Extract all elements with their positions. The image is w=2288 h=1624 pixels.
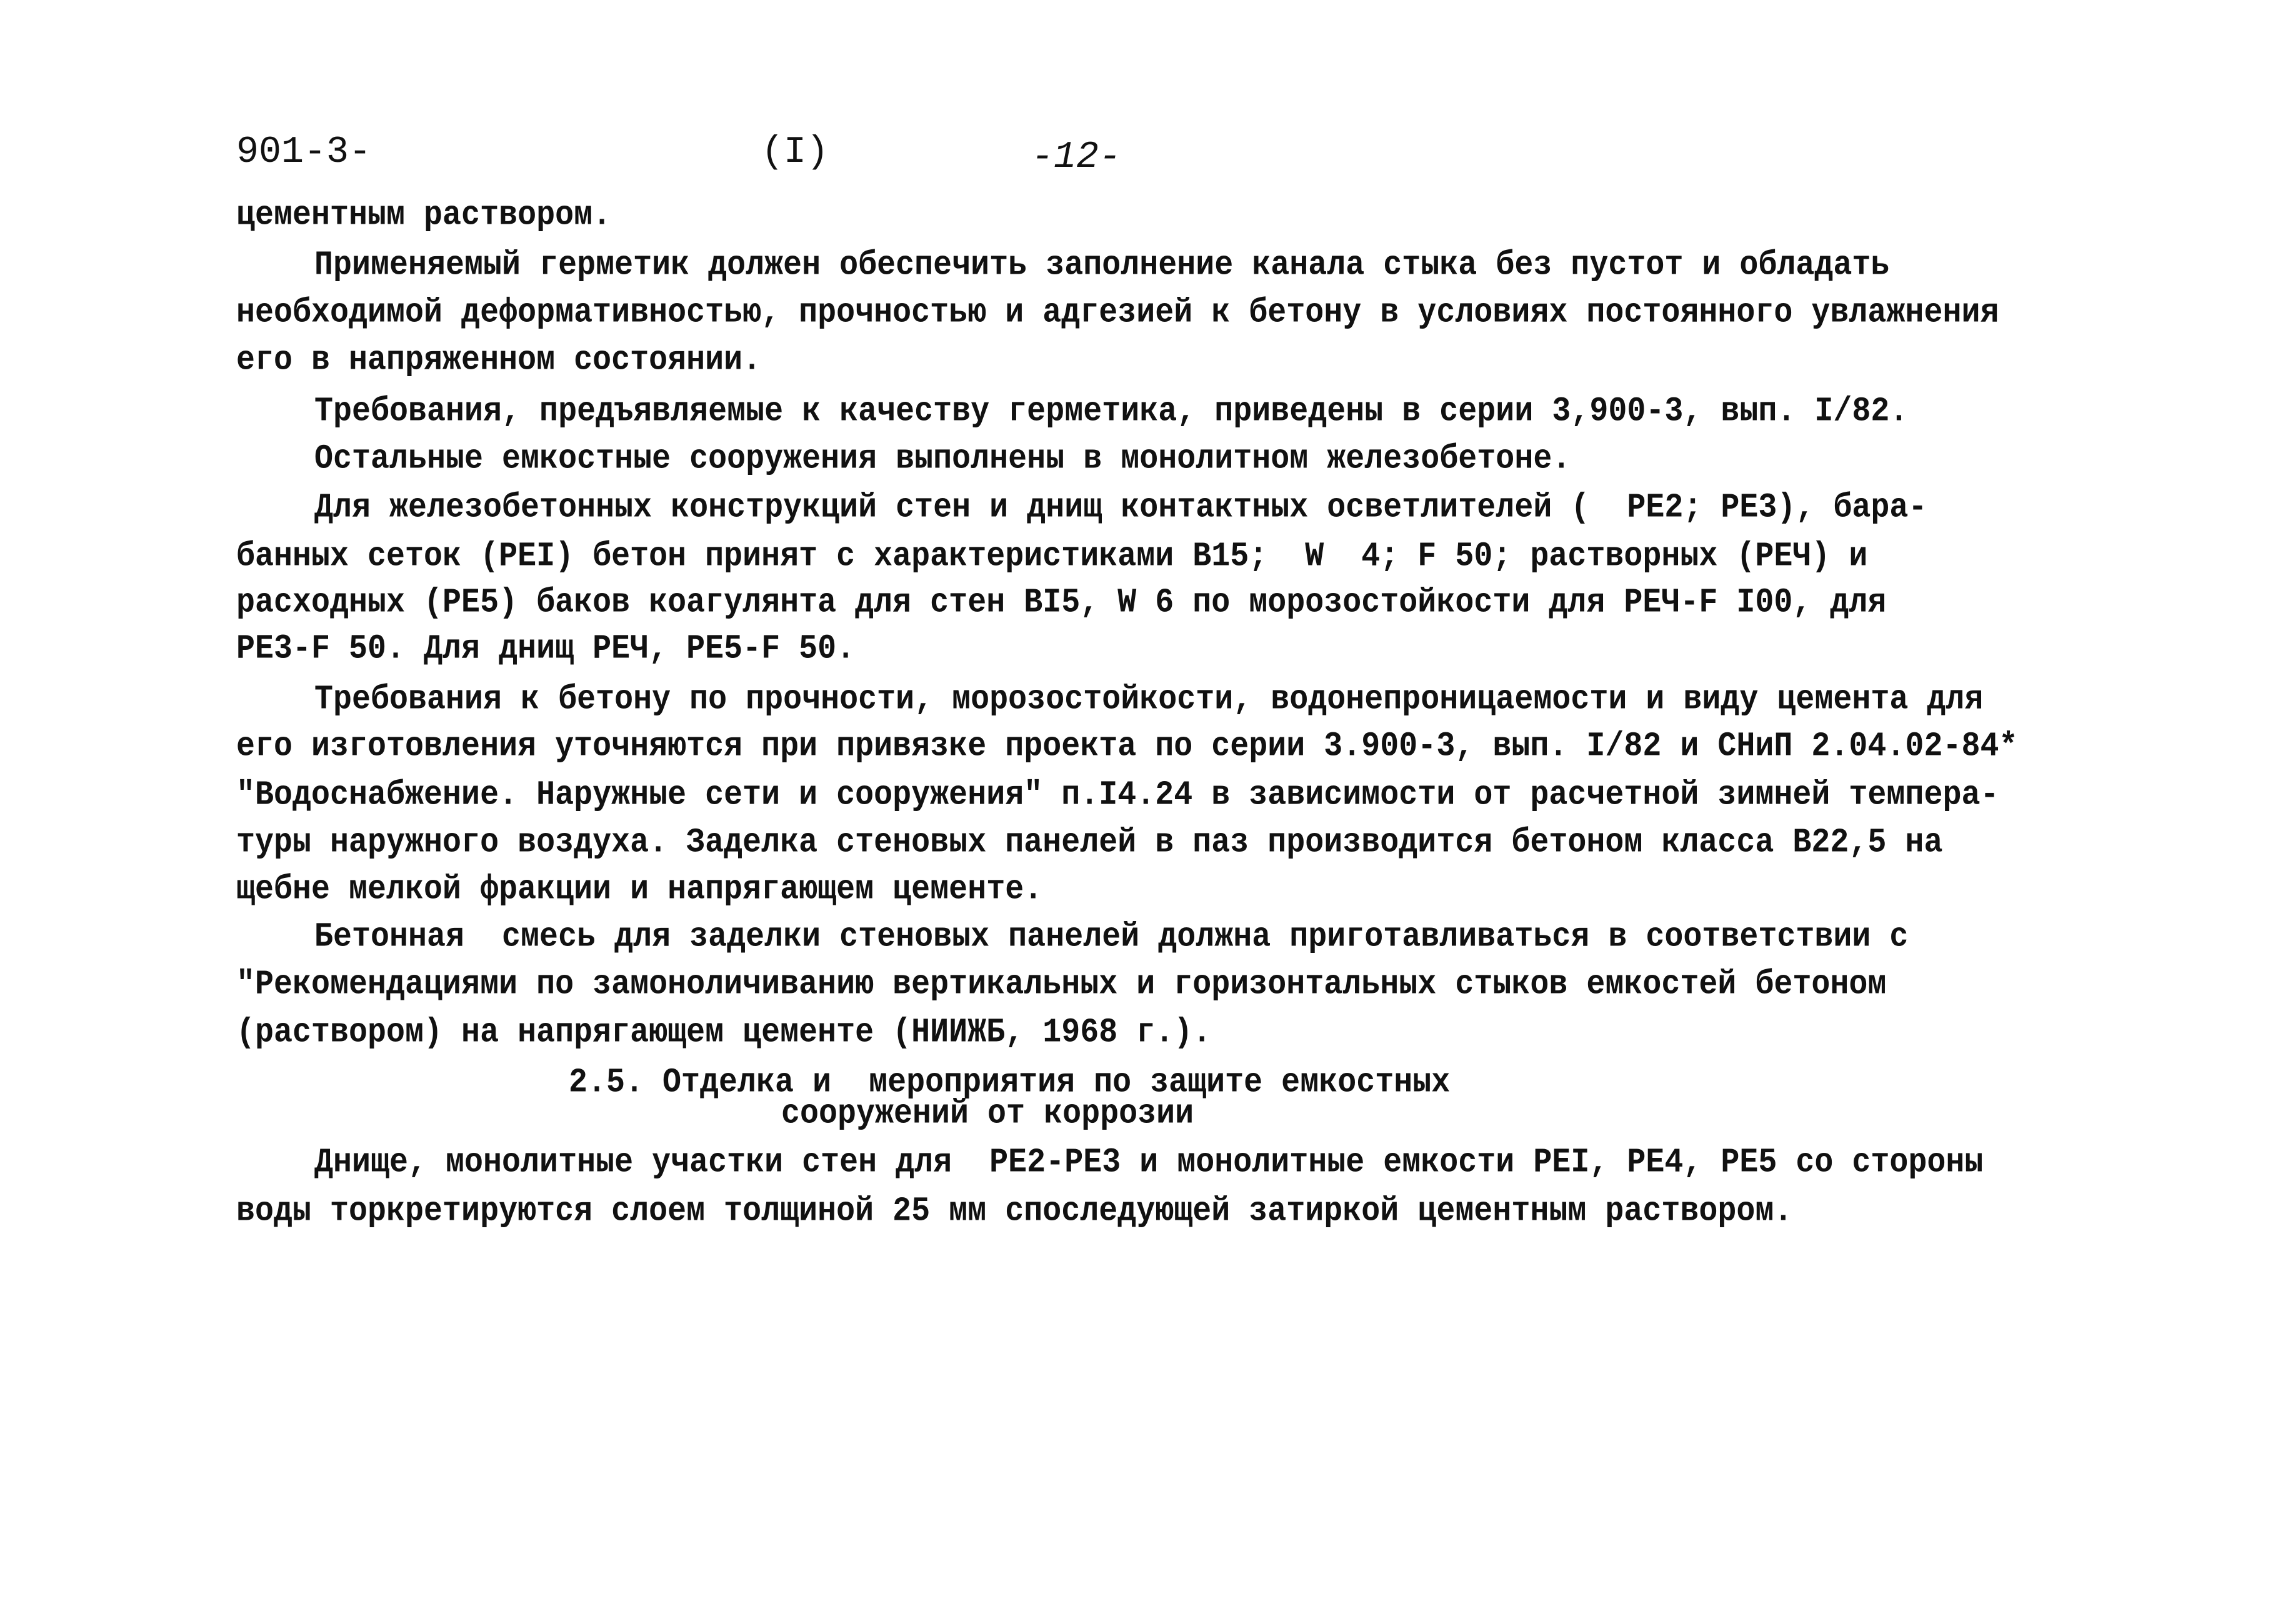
text-line: расходных (РЕ5) баков коагулянта для стен ВI5, W 6 по морозостойкости для РЕЧ-F I00, для (236, 583, 1887, 623)
text-line: Требования, предъявляемые к качеству герметика, приведены в серии 3,900-3, вып. I/82. (314, 392, 1909, 432)
volume-number: (I) (761, 131, 829, 174)
section-heading: сооружений от коррозии (781, 1094, 1194, 1134)
section-heading: 2.5. Отделка и мероприятия по защите емкостных (569, 1063, 1451, 1103)
text-line: РЕ3-F 50. Для днищ РЕЧ, РЕ5-F 50. (236, 629, 856, 669)
text-line: "Водоснабжение. Наружные сети и сооружения" п.I4.24 в зависимости от расчетной зимней темпера- (236, 775, 1999, 815)
document-code: 901-3- (236, 131, 372, 174)
text-line: Требования к бетону по прочности, морозостойкости, водонепроницаемости и виду цемента для (314, 680, 1984, 720)
text-line: "Рекомендациями по замоноличиванию вертикальных и горизонтальных стыков емкостей бетоном (236, 965, 1887, 1005)
text-line: его изготовления уточняются при привязке проекта по серии 3.900-3, вып. I/82 и СНиП 2.04.02-84* (236, 727, 2018, 767)
text-line: его в напряженном состоянии. (236, 341, 762, 381)
text-line: Для железобетонных конструкций стен и днищ контактных осветлителей ( РЕ2; РЕ3), бара- (314, 488, 1927, 528)
text-line: необходимой деформативностью, прочностью и адгезией к бетону в условиях постоянного увлажнения (236, 293, 1999, 333)
text-line: туры наружного воздуха. Заделка стеновых панелей в паз производится бетоном класса В22,5 на (236, 823, 1943, 863)
text-line: Бетонная смесь для заделки стеновых панелей должна приготавливаться в соответствии с (314, 917, 1909, 957)
text-line: Применяемый герметик должен обеспечить заполнение канала стыка без пустот и обладать (314, 246, 1890, 286)
text-line: (раствором) на напрягающем цементе (НИИЖБ, 1968 г.). (236, 1013, 1212, 1053)
text-line: воды торкретируются слоем толщиной 25 мм споследующей затиркой цементным раствором. (236, 1192, 1793, 1232)
page-number: -12- (1031, 136, 1122, 179)
text-line: банных сеток (РЕI) бетон принят с характеристиками В15; W 4; F 50; растворных (РЕЧ) и (236, 537, 1868, 577)
text-line: цементным раствором. (236, 196, 612, 236)
text-line: Остальные емкостные сооружения выполнены в монолитном железобетоне. (314, 439, 1571, 479)
text-line: щебне мелкой фракции и напрягающем цементе. (236, 870, 1043, 910)
text-line: Днище, монолитные участки стен для РЕ2-РЕ3 и монолитные емкости РЕI, РЕ4, РЕ5 со стороны (314, 1143, 1984, 1183)
